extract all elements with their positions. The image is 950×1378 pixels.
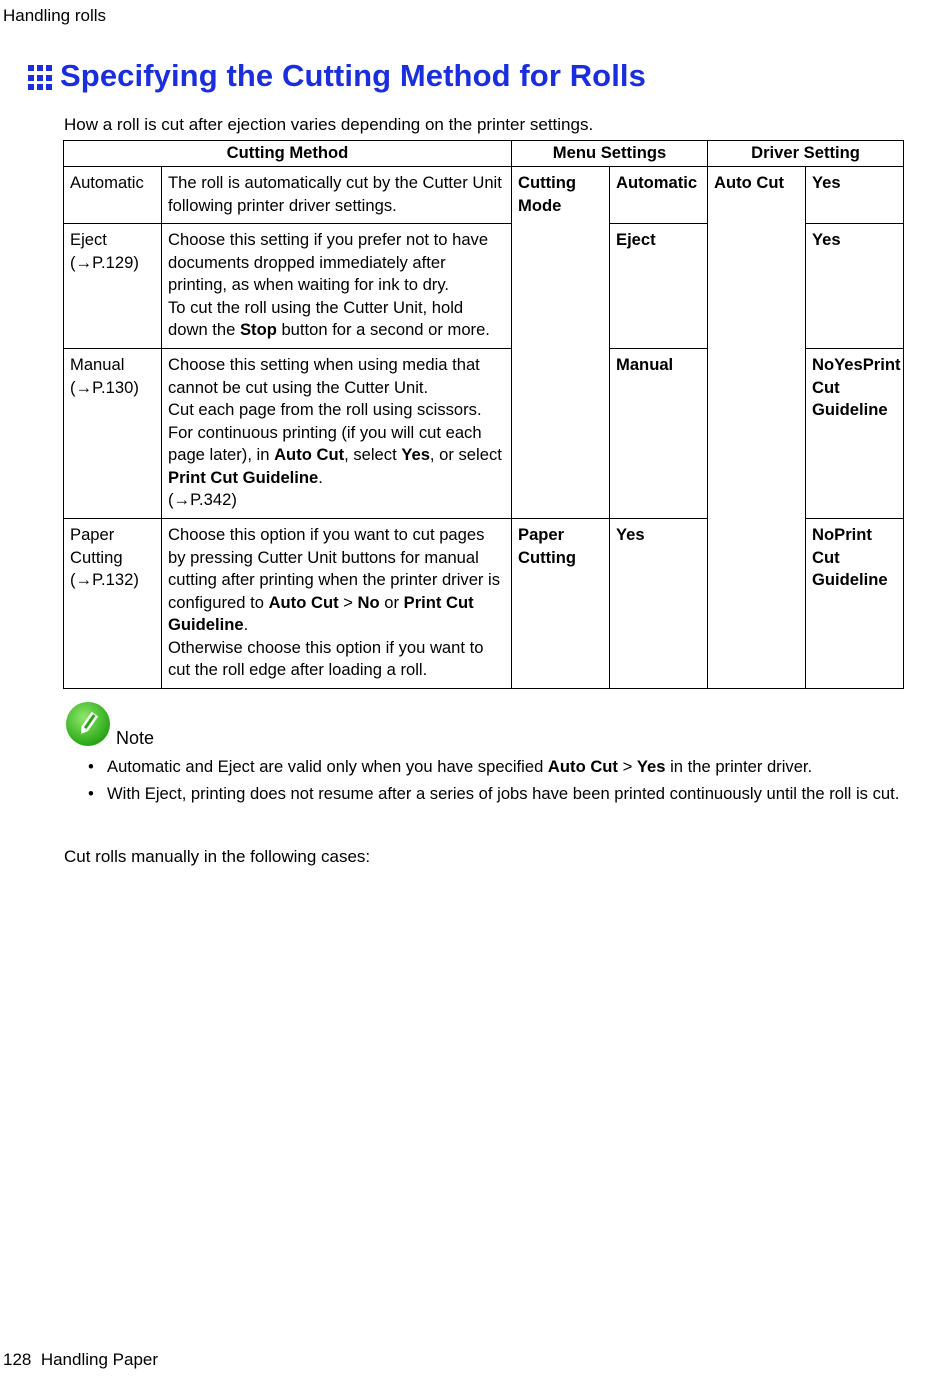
header-driver-setting: Driver Setting xyxy=(708,141,904,167)
cutting-method-table xyxy=(63,140,904,689)
method-name: Cutting xyxy=(70,547,123,567)
description-bold: Auto Cut xyxy=(268,592,339,612)
note-bold: Auto Cut xyxy=(547,757,618,776)
method-name: Automatic xyxy=(70,173,144,192)
description-text: Choose this setting if you prefer not to have documents dropped immediately after printing, as when waiting for ink to dry. xyxy=(168,230,489,294)
driver-value-cell: Yes xyxy=(806,224,904,349)
driver-value-cell: Yes xyxy=(806,167,904,224)
description-text: To cut the roll using the Cutter Unit, hold down the xyxy=(168,297,464,339)
description-text: , or select xyxy=(429,445,502,464)
method-name: Paper xyxy=(70,525,115,544)
page-number: 128 xyxy=(3,1350,32,1369)
description-cell xyxy=(162,519,512,689)
description-bold: Print Cut Guideline xyxy=(168,467,319,487)
page-reference: (→P.130) xyxy=(70,377,139,397)
note-bold: Yes xyxy=(636,757,666,776)
menu-value-cell: Manual xyxy=(610,349,708,519)
note-label: Note xyxy=(116,728,155,748)
driver-label-auto-cut: Auto Cut xyxy=(708,167,806,689)
menu-label-line: Paper xyxy=(518,525,565,544)
menu-label-line: Mode xyxy=(518,195,562,215)
note-text: > xyxy=(617,757,637,776)
menu-label-line: Cutting xyxy=(518,547,577,567)
page-title: Specifying the Cutting Method for Rolls xyxy=(60,58,646,93)
intro-text: How a roll is cut after ejection varies depending on the printer settings. xyxy=(64,115,594,134)
note-list xyxy=(66,754,906,806)
bullet: • xyxy=(88,784,94,803)
method-cell xyxy=(64,167,162,224)
section-grid-icon xyxy=(28,65,54,91)
description-text: Otherwise choose this option if you want to cut the roll edge after loading a roll. xyxy=(168,637,484,679)
note-text: Automatic and Eject are valid only when you have specified xyxy=(107,757,548,776)
header-menu-settings: Menu Settings xyxy=(512,141,708,167)
menu-value-cell: Eject xyxy=(610,224,708,349)
description-text: Choose this setting when using media that cannot be cut using the Cutter Unit. xyxy=(168,355,480,397)
description-text: , select xyxy=(344,445,402,464)
menu-value-cell: Automatic xyxy=(610,167,708,224)
description-text: button for a second or more. xyxy=(276,320,490,339)
description-text: > xyxy=(338,592,358,612)
menu-value-cell: Yes xyxy=(610,519,708,689)
driver-value-line: Cut xyxy=(812,547,840,567)
menu-label-cutting-mode xyxy=(512,167,610,519)
table-header-row xyxy=(64,141,904,167)
outro-text: Cut rolls manually in the following cases: xyxy=(64,847,371,866)
footer-section: Handling Paper xyxy=(40,1350,159,1369)
header-cutting-method: Cutting Method xyxy=(64,141,512,167)
description-text: . xyxy=(318,467,323,487)
driver-value-line: Cut xyxy=(812,377,840,397)
page-reference: (→P.132) xyxy=(70,570,139,589)
driver-value-line: NoYesPrint xyxy=(812,355,901,374)
driver-value-line: Guideline xyxy=(812,570,888,589)
pencil-note-icon xyxy=(66,702,110,746)
method-name: Manual xyxy=(70,355,125,374)
method-name: Eject xyxy=(70,230,107,249)
method-cell xyxy=(64,519,162,689)
note-section xyxy=(66,702,906,806)
description-cell xyxy=(162,349,512,519)
description-text: Choose this option if you want to cut pages by pressing Cutter Unit buttons for manual cutting after printing when the printer driver is configured to xyxy=(168,525,501,612)
description-text: For continuous printing (if you will cut each page later), in xyxy=(168,422,482,464)
section-title-row xyxy=(28,58,646,94)
method-cell xyxy=(64,224,162,349)
list-item xyxy=(66,754,906,779)
bullet: • xyxy=(88,757,94,776)
page-reference: (→P.129) xyxy=(70,252,139,272)
page-footer xyxy=(3,1350,158,1370)
description-bold: Auto Cut xyxy=(274,445,345,464)
description-cell: The roll is automatically cut by the Cutter Unit following printer driver settings. xyxy=(162,167,512,224)
driver-value-cell xyxy=(806,349,904,519)
description-text: . xyxy=(243,615,249,634)
description-bold: Yes xyxy=(401,445,430,464)
note-text: With Eject, printing does not resume after a series of jobs have been printed continuously until the roll is cut. xyxy=(107,784,900,803)
description-bold: Stop xyxy=(239,320,277,339)
description-bold: No xyxy=(357,592,380,612)
menu-label-paper-cutting xyxy=(512,519,610,689)
description-bold: Print Cut Guideline xyxy=(168,592,474,634)
description-text: Cut each page from the roll using scissors. xyxy=(168,400,482,419)
driver-value-line: Guideline xyxy=(812,400,888,419)
description-cell xyxy=(162,224,512,349)
list-item xyxy=(66,781,906,806)
method-cell xyxy=(64,349,162,519)
driver-value-cell xyxy=(806,519,904,689)
note-text: in the printer driver. xyxy=(665,757,813,776)
menu-label-line: Cutting xyxy=(518,173,577,192)
note-header xyxy=(66,702,906,746)
description-text: or xyxy=(379,592,404,612)
table-row xyxy=(64,167,904,224)
running-header: Handling rolls xyxy=(3,6,106,25)
page-reference: (→P.342) xyxy=(168,490,237,509)
driver-value-line: NoPrint xyxy=(812,525,872,544)
